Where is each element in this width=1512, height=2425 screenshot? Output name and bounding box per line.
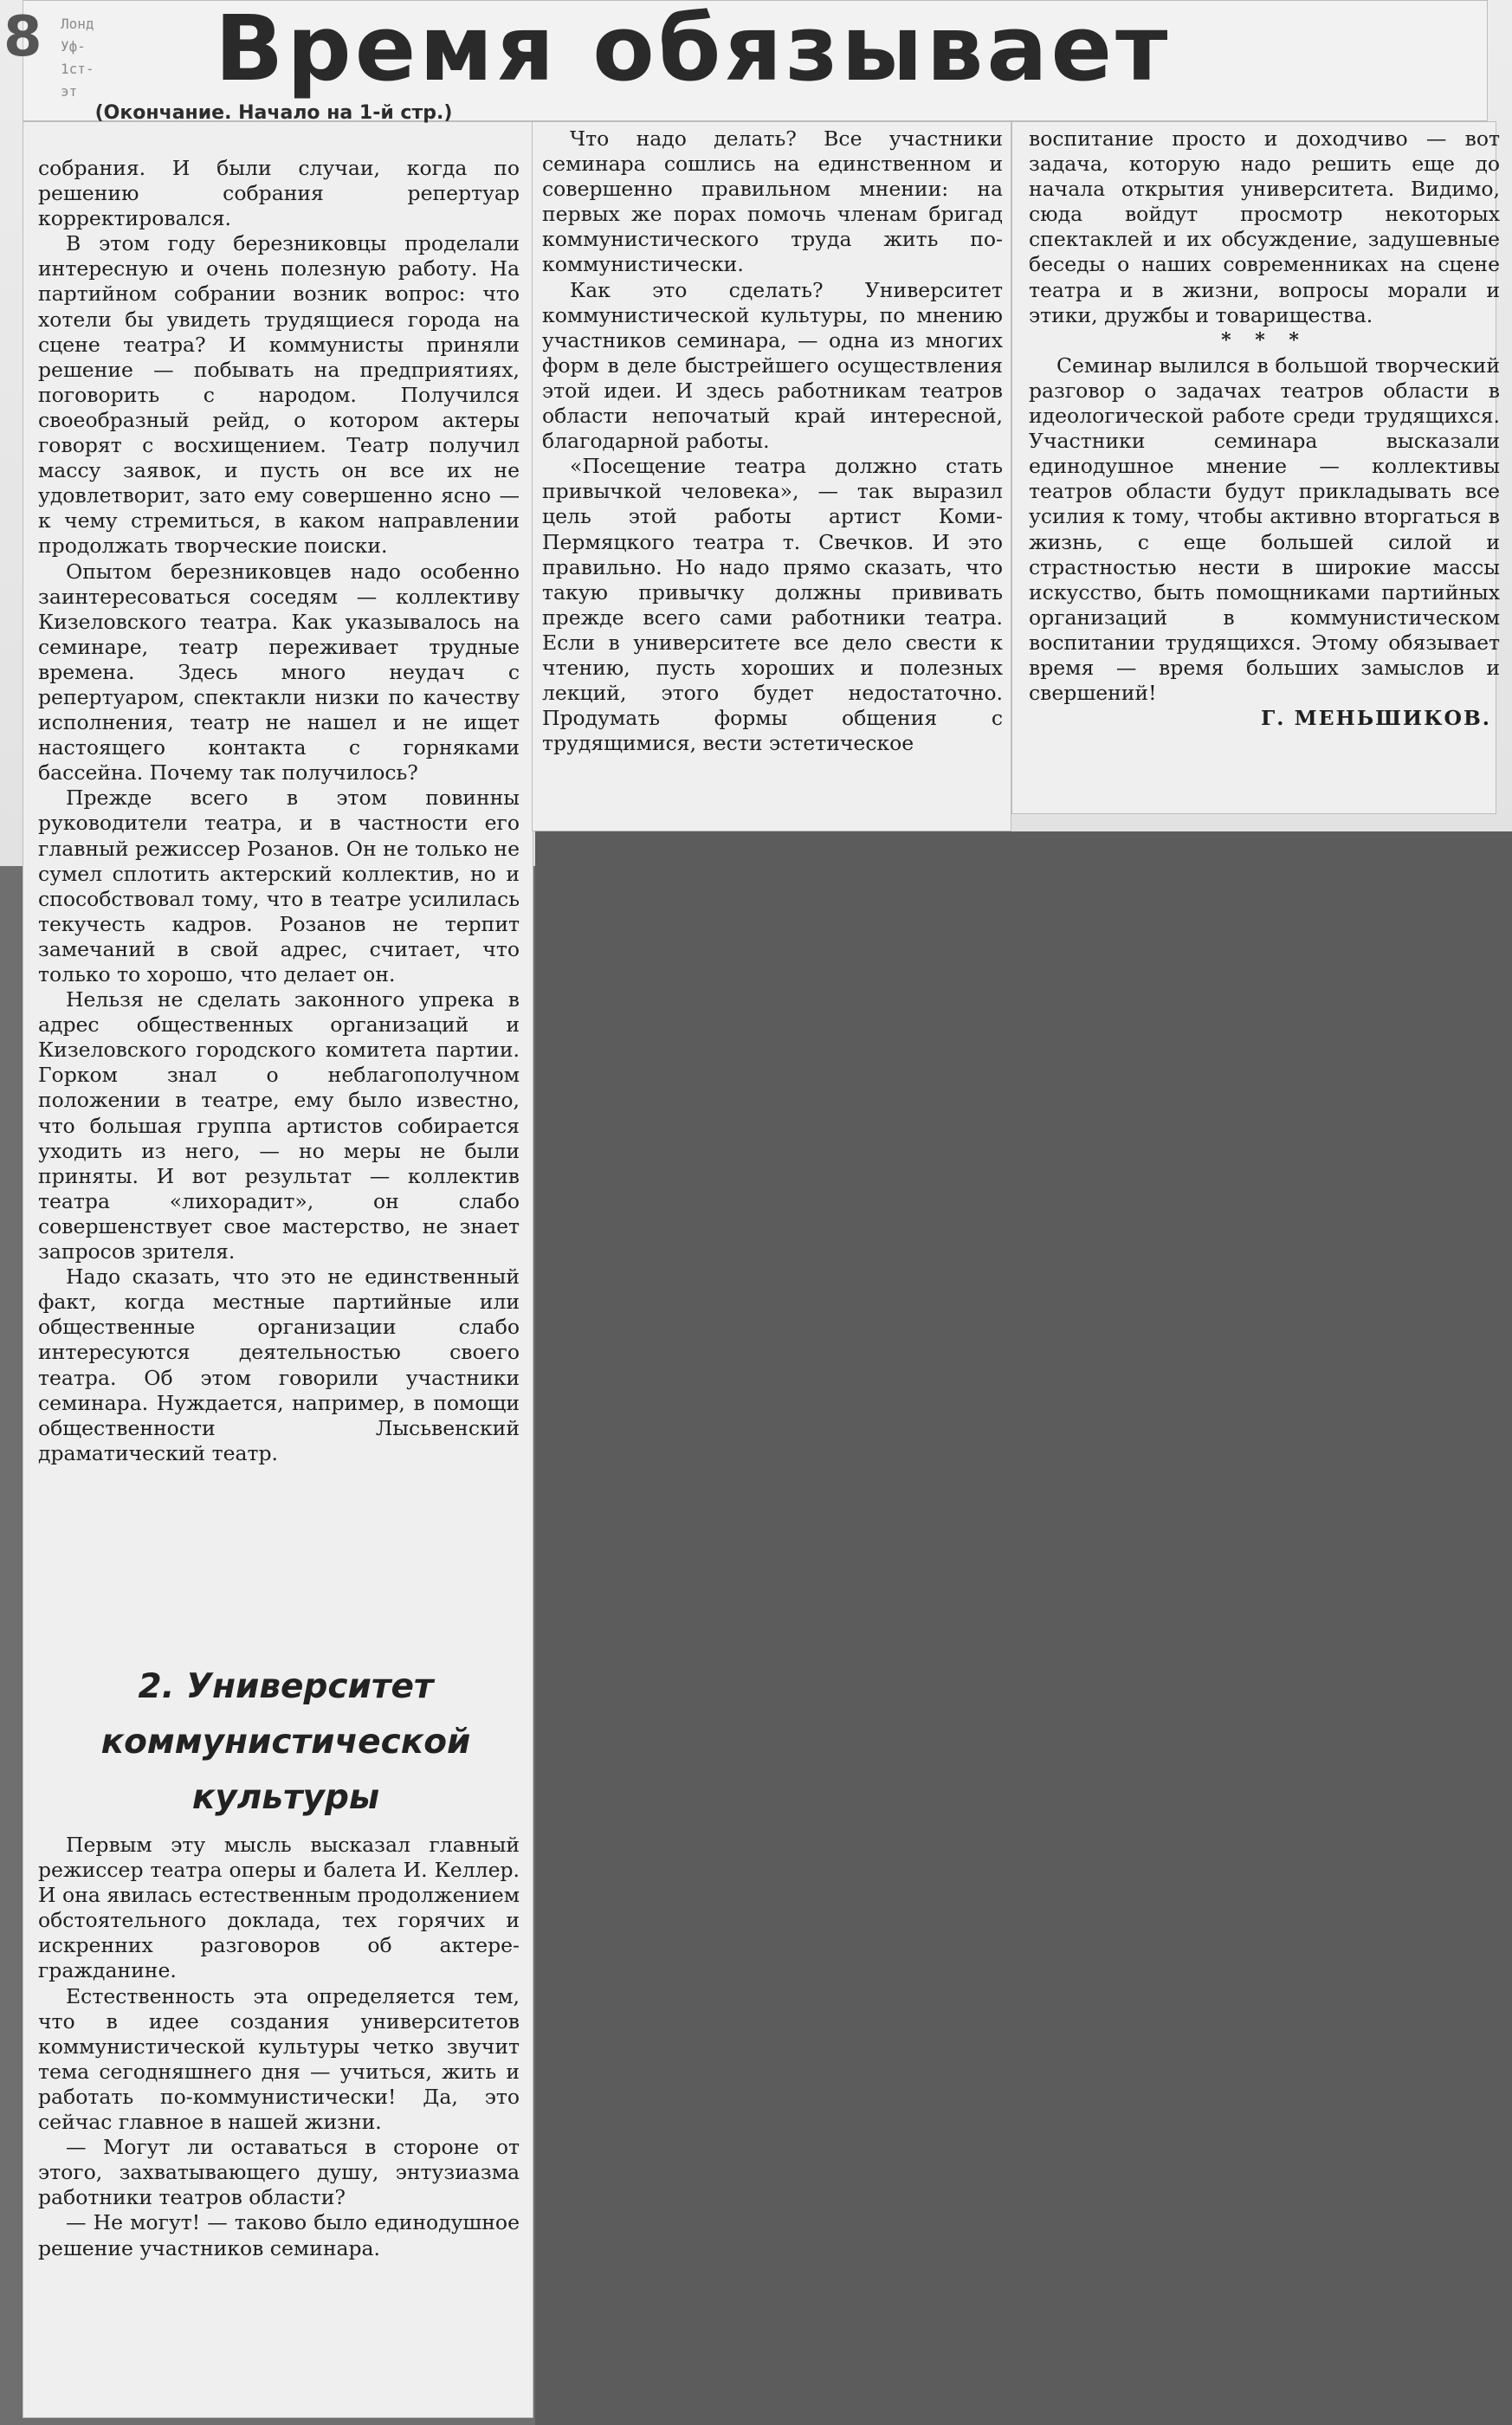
- section-2-text: [38, 1833, 520, 2261]
- paragraph: Нельзя не сделать законного упрека в адрес общественных организаций и Кизеловского городского комитета партии. Горком знал о неблагополучном положении в театре, ему было известно, что большая группа артистов собирается уходить из него, — но меры не были приняты. И вот результат — коллектив театра «лихорадит», он слабо совершенствует свое мастерство, не знает запросов зрителя.: [38, 987, 520, 1264]
- paragraph: «Посещение театра должно стать привычкой человека», — так выразил цель этой работы артист Коми-Пермяцкого театра т. Свечков. И это правильно. Но надо прямо сказать, что такую привычку должны прививать прежде всего сами работники театра. Если в университете все дело свести к чтению, пусть хороших и полезных лекций, этого будет недостаточно. Продумать формы общения с трудящимися, вести эстетическое: [542, 454, 1003, 756]
- paragraph: В этом году березниковцы проделали интересную и очень полезную работу. На партийном собрании возник вопрос: что хотели бы увидеть трудящиеся города на сцене театра? И коммунисты приняли решение — побывать на предприятиях, поговорить с народом. Получился своеобразный рейд, о котором актеры говорят с восхищением. Театр получил массу заявок, и пусть он все их не удовлетворит, зато ему совершенно ясно — к чему стремиться, в каком направлении продолжать творческие поиски.: [38, 231, 520, 559]
- section-separator: * * *: [1221, 328, 1308, 352]
- paragraph: — Могут ли оставаться в стороне от этого, захватывающего душу, энтузиазма работники театров области?: [38, 2135, 520, 2210]
- margin-note: Лонд: [61, 16, 94, 32]
- paragraph: Как это сделать? Университет коммунистической культуры, по мнению участников семинара, — одна из многих форм в деле быстрейшего осуществления этой идеи. И здесь работникам театров области непочатый край интересной, благодарной работы.: [542, 277, 1003, 454]
- paragraph: Прежде всего в этом повинны руководители театра, и в частности его главный режиссер Розанов. Он не только не сумел сплотить актерский коллектив, но и способствовал тому, что в театре усилилась текучесть кадров. Розанов не терпит замечаний в свой адрес, считает, что только то хорошо, что делает он.: [38, 786, 520, 986]
- section-heading-line: коммунистической: [100, 1723, 471, 1762]
- article-column-1: [38, 156, 520, 1466]
- paragraph: Первым эту мысль высказал главный режиссер театра оперы и балета И. Келлер. И она явилась естественным продолжением обстоятельного доклада, тех горячих и искренних разговоров об актере-гражданине.: [38, 1833, 520, 1983]
- paragraph: воспитание просто и доходчиво — вот задача, которую надо решить еще до начала открытия университета. Видимо, сюда войдут просмотр некоторых спектаклей и их обсуждение, задушевные беседы о наших современниках на сцене театра и в жизни, вопросы морали и этики, дружбы и товарищества.: [1029, 126, 1500, 327]
- margin-handwritten-mark: 8: [3, 5, 42, 69]
- scan-backing: [535, 831, 1512, 2425]
- paragraph: Опытом березниковцев надо особенно заинтересоваться соседям — коллективу Кизеловского театра. Как указывалось на семинаре, театр переживает трудные времена. Здесь много неудач с репертуаром, спектакли низки по качеству исполнения, театр не нашел и не ищет настоящего контакта с горняками бассейна. Почему так получилось?: [38, 559, 520, 786]
- paragraph: — Не могут! — таково было единодушное решение участников семинара.: [38, 2210, 520, 2260]
- section-heading-line: 2. Университет: [138, 1667, 434, 1706]
- margin-note: эт: [61, 83, 78, 100]
- section-heading: [52, 1659, 520, 1826]
- continuation-note: (Окончание. Начало на 1-й стр.): [94, 102, 453, 124]
- margin-note: Уф-: [61, 38, 86, 55]
- author-signature: Г. МЕНЬШИКОВ.: [1260, 706, 1491, 731]
- paragraph: Естественность эта определяется тем, что в идее создания университетов коммунистической культуры четко звучит тема сегодняшнего дня — учиться, жить и работать по-коммунистически! Да, это сейчас главное в нашей жизни.: [38, 1983, 520, 2135]
- article-headline: Время обязывает: [215, 0, 1172, 101]
- margin-note: 1ст-: [61, 61, 94, 77]
- article-column-2: [542, 126, 1003, 756]
- paragraph: собрания. И были случаи, когда по решению собрания репертуар корректировался.: [38, 156, 520, 231]
- paragraph: Надо сказать, что это не единственный факт, когда местные партийные или общественные организации слабо интересуются деятельностью своего театра. Об этом говорили участники семинара. Нуждается, например, в помощи общественности Лысьвенский драматический театр.: [38, 1264, 520, 1465]
- paragraph: Что надо делать? Все участники семинара сошлись на единственном и совершенно правильном мнении: на первых же порах помочь членам бригад коммунистического труда жить по-коммунистически.: [542, 126, 1003, 277]
- article-column-3: [1029, 126, 1500, 731]
- section-heading-line: культуры: [191, 1778, 380, 1817]
- paragraph: Семинар вылился в большой творческий разговор о задачах театров области в идеологической работе среди трудящихся. Участники семинара высказали единодушное мнение — коллективы театров области будут прикладывать все усилия к тому, чтобы активно вторгаться в жизнь, с еще большей силой и страстностью нести в широкие массы искусство, быть помощниками партийных организаций в коммунистическом воспитании трудящихся. Этому обязывает время — время больших замыслов и свершений!: [1029, 352, 1500, 706]
